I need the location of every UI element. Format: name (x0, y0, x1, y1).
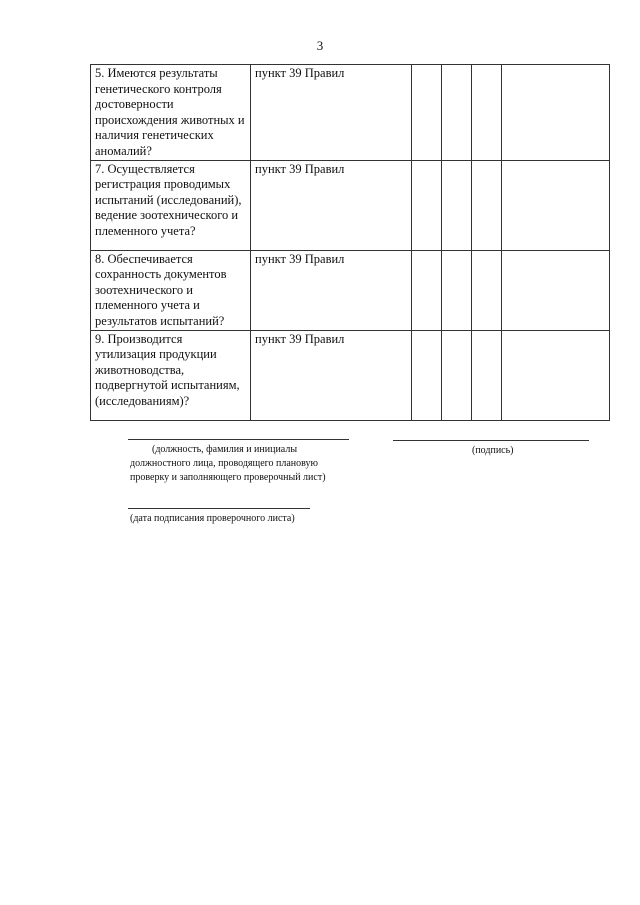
answer-na-cell[interactable] (472, 330, 502, 420)
answer-no-cell[interactable] (442, 250, 472, 330)
table-row (91, 330, 610, 420)
question-cell: 7. Осуществляется регистрация проводимых испытаний (исследований), ведение зоотехнического и племенного учета? (91, 160, 251, 250)
question-cell: 5. Имеются результаты генетического контроля достоверности происхождения животных и наличия генетических аномалий? (91, 65, 251, 161)
answer-yes-cell[interactable] (412, 250, 442, 330)
date-line[interactable] (128, 508, 310, 509)
signature-line[interactable] (393, 440, 589, 441)
page-number: 3 (316, 38, 324, 53)
date-caption: (дата подписания проверочного листа) (130, 513, 295, 524)
answer-no-cell[interactable] (442, 330, 472, 420)
table-row (91, 160, 610, 250)
question-cell: 8. Обеспечивается сохранность документов зоотехнического и племенного учета и результатов испытаний? (91, 250, 251, 330)
answer-yes-cell[interactable] (412, 65, 442, 161)
answer-na-cell[interactable] (472, 65, 502, 161)
reference-cell: пункт 39 Правил (251, 330, 412, 420)
note-cell[interactable] (502, 160, 610, 250)
note-cell[interactable] (502, 65, 610, 161)
official-signature-line[interactable] (128, 439, 349, 440)
official-caption-line2: должностного лица, проводящего плановую (130, 458, 318, 469)
question-cell: 9. Производится утилизация продукции животноводства, подвергнутой испытаниям, (исследованиям)? (91, 330, 251, 420)
official-caption-line3: проверку и заполняющего проверочный лист) (130, 472, 326, 483)
reference-cell: пункт 39 Правил (251, 250, 412, 330)
official-caption-line1: (должность, фамилия и инициалы (152, 444, 298, 455)
note-cell[interactable] (502, 330, 610, 420)
answer-no-cell[interactable] (442, 65, 472, 161)
answer-na-cell[interactable] (472, 250, 502, 330)
signature-caption: (подпись) (472, 445, 514, 456)
table-row (91, 65, 610, 161)
reference-cell: пункт 39 Правил (251, 160, 412, 250)
table-row (91, 250, 610, 330)
answer-yes-cell[interactable] (412, 330, 442, 420)
answer-na-cell[interactable] (472, 160, 502, 250)
answer-yes-cell[interactable] (412, 160, 442, 250)
answer-no-cell[interactable] (442, 160, 472, 250)
checklist-table (90, 64, 610, 421)
note-cell[interactable] (502, 250, 610, 330)
reference-cell: пункт 39 Правил (251, 65, 412, 161)
